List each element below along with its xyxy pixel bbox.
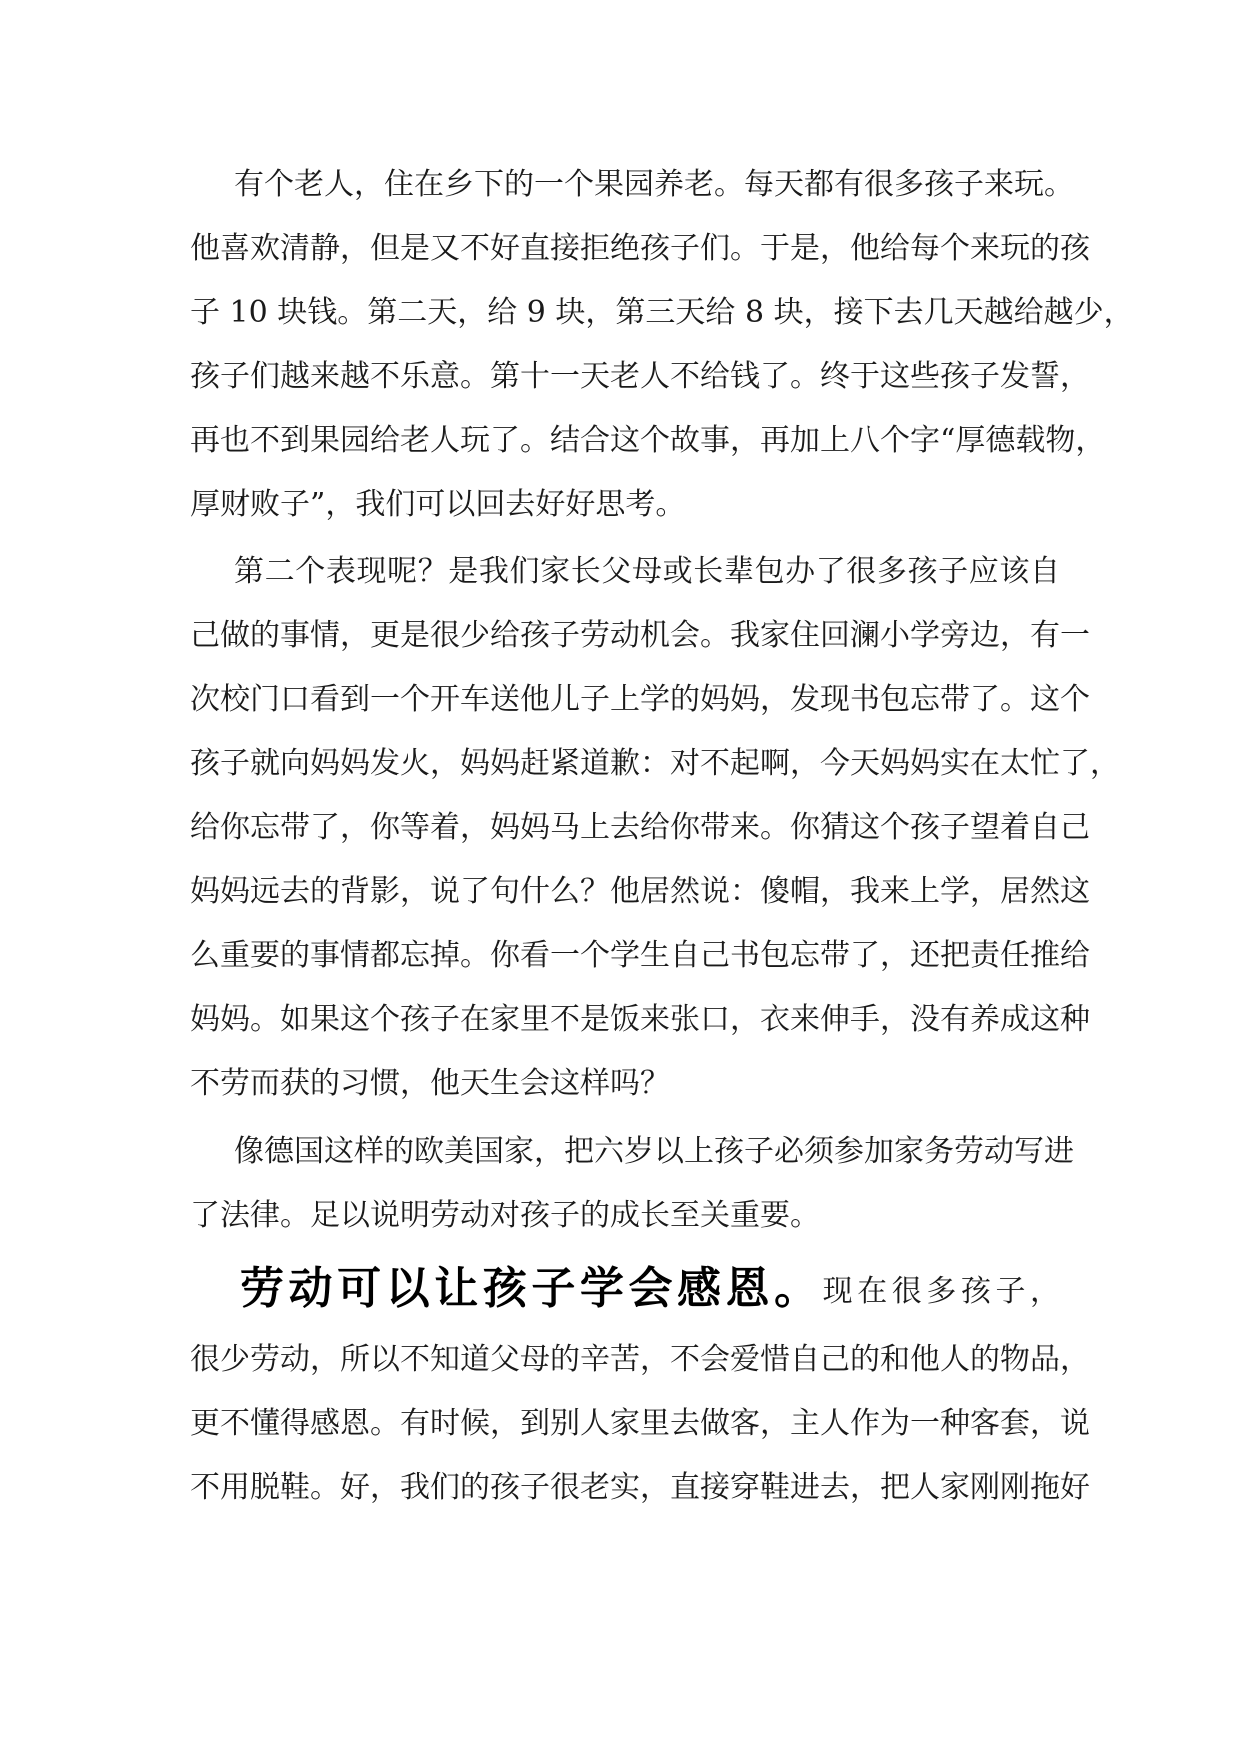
paragraph-gratitude: [190, 1250, 1090, 1520]
text-line: 妈妈远去的背影，说了句什么？他居然说：傻帽，我来上学，居然这: [190, 874, 1090, 909]
text-line: 不用脱鞋。好，我们的孩子很老实，直接穿鞋进去，把人家刚刚拖好: [190, 1470, 1090, 1505]
text-line: 第二个表现呢？是我们家长父母或长辈包办了很多孩子应该自: [234, 554, 1060, 589]
text-line: 妈妈。如果这个孩子在家里不是饭来张口，衣来伸手，没有养成这种: [190, 1002, 1090, 1037]
text-line: 他喜欢清静，但是又不好直接拒绝孩子们。于是，他给每个来玩的孩: [190, 231, 1090, 266]
paragraph-germany-law: [190, 1120, 1074, 1248]
text-line: 厚财败子”，我们可以回去好好思考。: [190, 487, 686, 522]
text-line: 给你忘带了，你等着，妈妈马上去给你带来。你猜这个孩子望着自己: [190, 810, 1090, 845]
text-line: 己做的事情，更是很少给孩子劳动机会。我家住回澜小学旁边，有一: [190, 618, 1090, 653]
text-line: 子 10 块钱。第二天，给 9 块，第三天给 8 块，接下去几天越给越少，: [190, 295, 1134, 330]
text-line: 再也不到果园给老人玩了。结合这个故事，再加上八个字“厚德载物，: [190, 423, 1106, 458]
text-line: 更不懂得感恩。有时候，到别人家里去做客，主人作为一种客套，说: [190, 1406, 1090, 1441]
paragraph-second-manifestation: [190, 540, 1120, 1116]
text-line: 不劳而获的习惯，他天生会这样吗？: [190, 1066, 670, 1101]
text-line: 有个老人，住在乡下的一个果园养老。每天都有很多孩子来玩。: [234, 167, 1074, 202]
text-line: 了法律。足以说明劳动对孩子的成长至关重要。: [190, 1198, 820, 1233]
text-line: 很少劳动，所以不知道父母的辛苦，不会爱惜自己的和他人的物品，: [190, 1342, 1090, 1377]
section-heading: 劳动可以让孩子学会感恩。: [240, 1263, 823, 1314]
text-line: 像德国这样的欧美国家，把六岁以上孩子必须参加家务劳动写进: [234, 1134, 1074, 1169]
text-line: 么重要的事情都忘掉。你看一个学生自己书包忘带了，还把责任推给: [190, 938, 1090, 973]
section-heading-line: [190, 1250, 1060, 1328]
text-line: 孩子就向妈妈发火，妈妈赶紧道歉：对不起啊，今天妈妈实在太忙了，: [190, 746, 1120, 781]
text-line: 孩子们越来越不乐意。第十一天老人不给钱了。终于这些孩子发誓，: [190, 359, 1090, 394]
paragraph-old-man-story: [190, 153, 1134, 537]
text-line: 次校门口看到一个开车送他儿子上学的妈妈，发现书包忘带了。这个: [190, 682, 1090, 717]
heading-trailing-text: 现在很多孩子，: [822, 1274, 1061, 1309]
